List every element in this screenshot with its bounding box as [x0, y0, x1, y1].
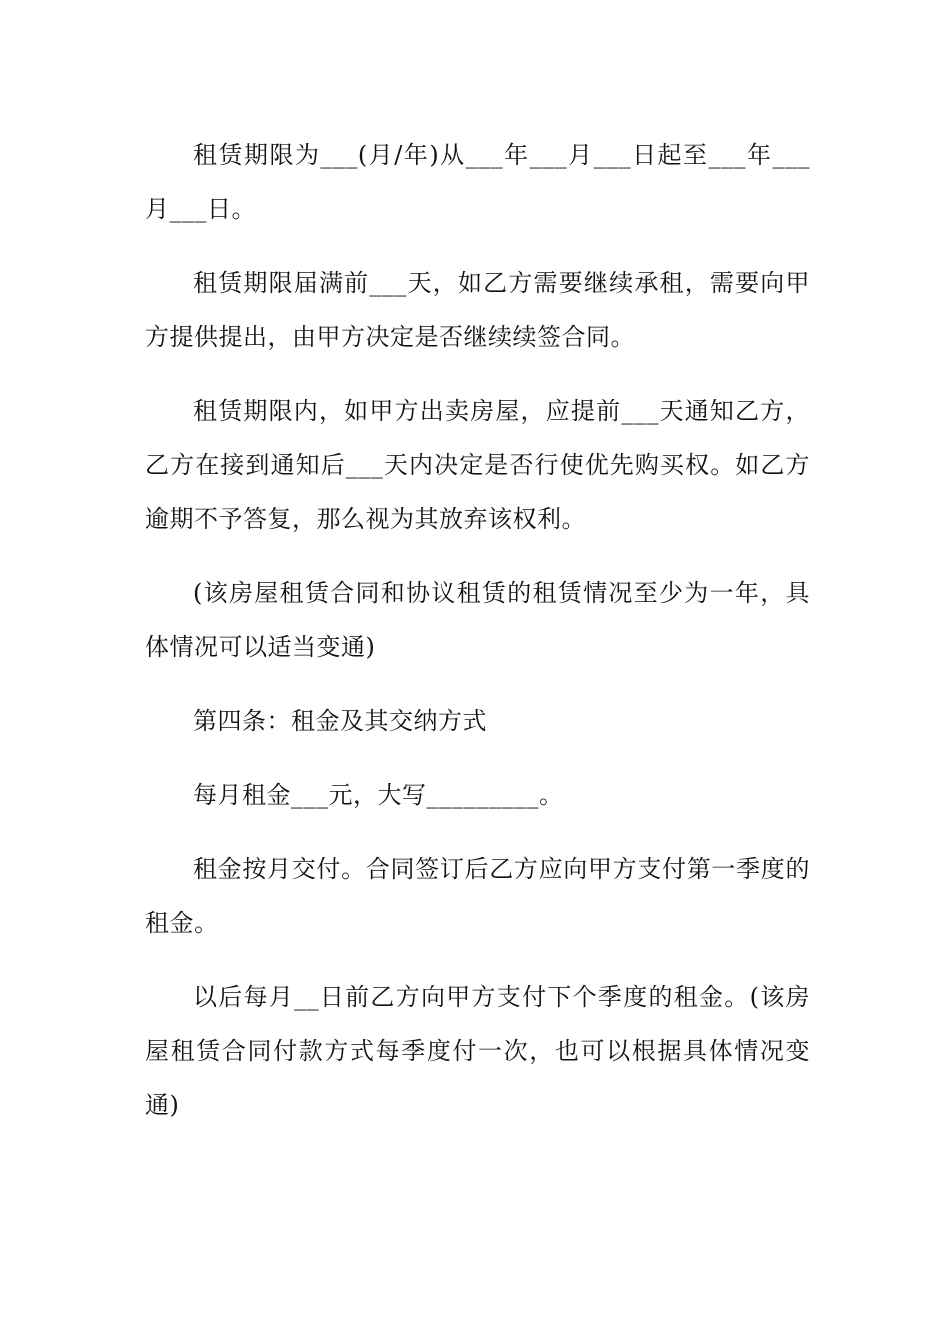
quarterly-payment-paragraph: 以后每月__日前乙方向甲方支付下个季度的租金。(该房屋租赁合同付款方式每季度付一次，也可以根据具体情况变通): [145, 983, 810, 1119]
sale-notice-paragraph: 租赁期限内，如甲方出卖房屋，应提前___天通知乙方，乙方在接到通知后___天内决定是否行使优先购买权。如乙方逾期不予答复，那么视为其放弃该权利。: [145, 397, 810, 533]
rent-payment-paragraph: 租金按月交付。合同签订后乙方应向甲方支付第一季度的租金。: [145, 855, 810, 937]
monthly-rent-paragraph: 每月租金___元，大写_________。: [193, 781, 564, 809]
lease-term-paragraph: 租赁期限为___(月/年)从___年___月___日起至___年___月___日。: [145, 141, 810, 223]
renewal-paragraph: 租赁期限届满前___天，如乙方需要继续承租，需要向甲方提供提出，由甲方决定是否继续续签合同。: [145, 269, 810, 351]
article-four-heading: 第四条：租金及其交纳方式: [193, 707, 487, 735]
document-page: [145, 128, 810, 1152]
lease-note-paragraph: (该房屋租赁合同和协议租赁的租赁情况至少为一年，具体情况可以适当变通): [145, 579, 810, 661]
